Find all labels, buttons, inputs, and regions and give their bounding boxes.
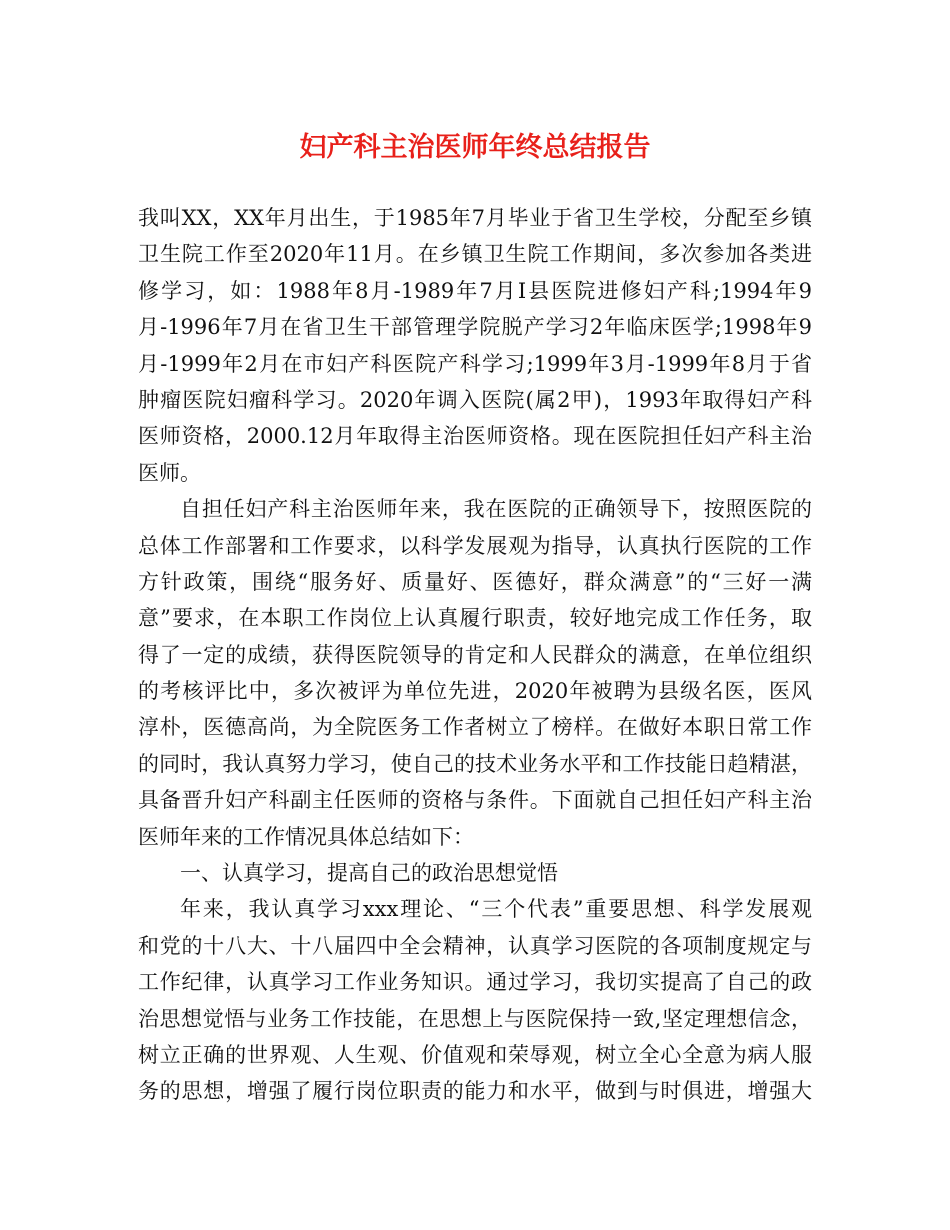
text-line: 卫生院工作至2020年11月。在乡镇卫生院工作期间，多次参加各类进 bbox=[138, 242, 812, 267]
text-line: 月-1999年2月在市妇产科医院产科学习;1999年3月-1999年8月于省 bbox=[138, 351, 812, 376]
text-line: 树立正确的世界观、人生观、价值观和荣辱观，树立全心全意为病人服 bbox=[138, 1042, 812, 1067]
text-line: 治思想觉悟与业务工作技能，在思想上与医院保持一致,坚定理想信念， bbox=[138, 1006, 812, 1031]
text-line: 的同时，我认真努力学习，使自己的技术业务水平和工作技能日趋精湛， bbox=[138, 751, 812, 776]
text-line: 修学习，如：1988年8月-1989年7月I县医院进修妇产科;1994年9 bbox=[138, 278, 812, 303]
text-line: 月-1996年7月在省卫生干部管理学院脱产学习2年临床医学;1998年9 bbox=[138, 315, 812, 340]
text-line: 和党的十八大、十八届四中全会精神，认真学习医院的各项制度规定与 bbox=[138, 933, 812, 958]
text-line: 自担任妇产科主治医师年来，我在医院的正确领导下，按照医院的 bbox=[180, 497, 812, 522]
text-line: 淳朴，医德高尚，为全院医务工作者树立了榜样。在做好本职日常工作 bbox=[138, 715, 812, 740]
document-title: 妇产科主治医师年终总结报告 bbox=[299, 132, 651, 163]
text-line: 肿瘤医院妇瘤科学习。2020年调入医院(属2甲)，1993年取得妇产科 bbox=[138, 387, 812, 412]
text-line: 得了一定的成绩，获得医院领导的肯定和人民群众的满意，在单位组织 bbox=[138, 642, 812, 667]
text-line: 意”要求，在本职工作岗位上认真履行职责，较好地完成工作任务，取 bbox=[138, 606, 812, 631]
text-line: 的考核评比中，多次被评为单位先进，2020年被聘为县级名医，医风 bbox=[138, 679, 812, 704]
text-line: 医师资格，2000.12月年取得主治医师资格。现在医院担任妇产科主治 bbox=[138, 424, 812, 449]
text-line: 务的思想，增强了履行岗位职责的能力和水平，做到与时俱进，增强大 bbox=[138, 1079, 812, 1104]
text-line: 方针政策，围绕“服务好、质量好、医德好，群众满意”的“三好一满 bbox=[138, 569, 812, 594]
text-line: 医师。 bbox=[138, 460, 201, 485]
text-line: 年来，我认真学习xxx理论、“三个代表”重要思想、科学发展观 bbox=[180, 897, 812, 922]
text-line: 我叫XX，XX年月出生，于1985年7月毕业于省卫生学校，分配至乡镇 bbox=[138, 206, 812, 230]
text-line: 具备晋升妇产科副主任医师的资格与条件。下面就自己担任妇产科主治 bbox=[138, 788, 812, 813]
text-line: 医师年来的工作情况具体总结如下： bbox=[138, 824, 474, 849]
text-line: 一、认真学习，提高自己的政治思想觉悟 bbox=[180, 861, 558, 886]
document-body bbox=[138, 200, 812, 1110]
text-line: 总体工作部署和工作要求，以科学发展观为指导，认真执行医院的工作 bbox=[138, 533, 812, 558]
text-line: 工作纪律，认真学习工作业务知识。通过学习，我切实提高了自己的政 bbox=[138, 970, 812, 995]
